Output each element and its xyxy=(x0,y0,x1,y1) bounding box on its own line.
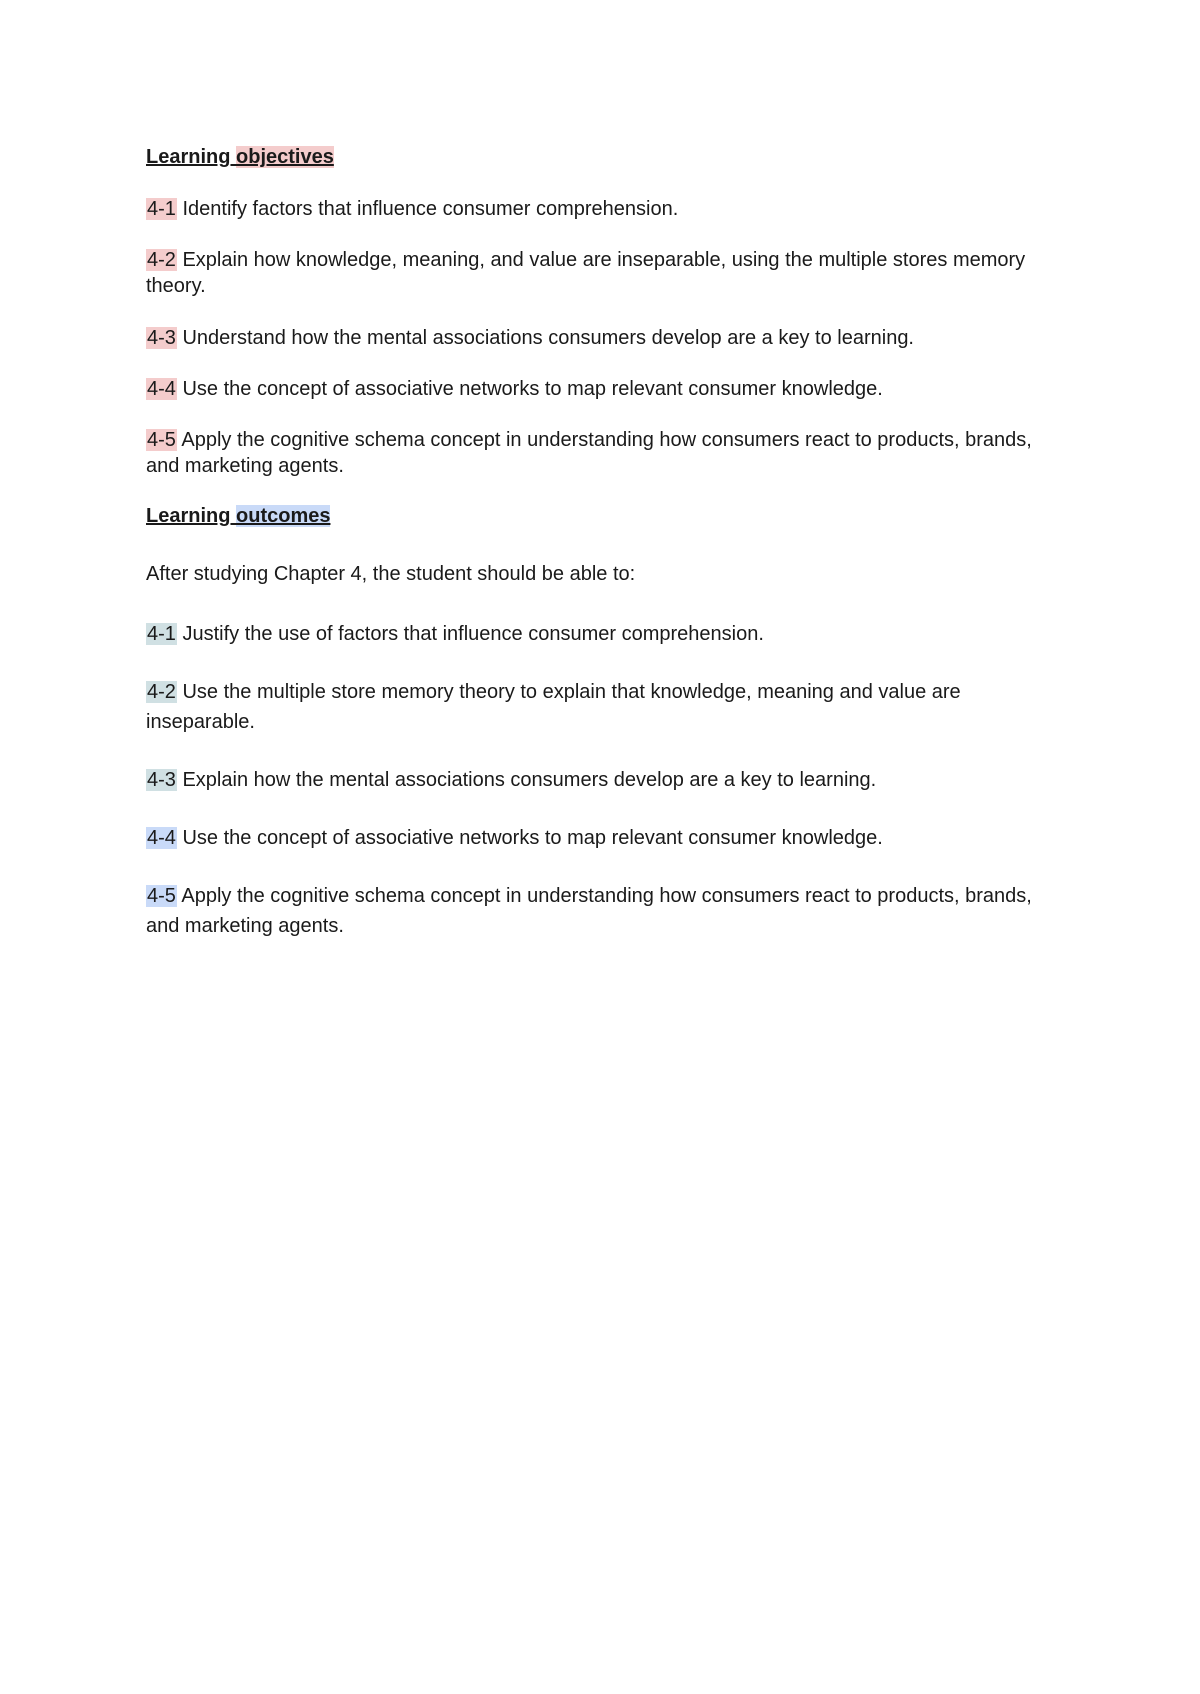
outcomes-heading-word1: Learning xyxy=(146,505,231,527)
objective-text: Identify factors that influence consumer comprehension. xyxy=(182,198,679,220)
outcome-item-3 xyxy=(146,765,1066,795)
objective-item-4 xyxy=(146,376,1066,402)
objectives-heading xyxy=(146,146,334,169)
objective-item-2 xyxy=(146,247,1066,299)
outcome-code: 4-3 xyxy=(147,769,176,791)
outcome-item-2 xyxy=(146,677,1066,737)
outcomes-heading xyxy=(146,505,330,528)
objective-code: 4-1 xyxy=(147,198,176,220)
outcome-code: 4-5 xyxy=(147,885,176,907)
outcome-text: Use the concept of associative networks to map relevant consumer knowledge. xyxy=(182,827,883,849)
objective-code: 4-4 xyxy=(147,378,176,400)
objective-code: 4-3 xyxy=(147,327,176,349)
objective-item-3 xyxy=(146,325,1066,351)
objective-text: Explain how knowledge, meaning, and value are inseparable, using the multiple stores memory theory. xyxy=(146,249,1026,297)
outcome-text: Apply the cognitive schema concept in understanding how consumers react to products, brands, and marketing agents. xyxy=(146,885,1032,937)
objective-item-1 xyxy=(146,196,1066,222)
objective-text: Understand how the mental associations consumers develop are a key to learning. xyxy=(182,327,914,349)
outcome-code: 4-2 xyxy=(147,681,176,703)
objective-text: Use the concept of associative networks to map relevant consumer knowledge. xyxy=(182,378,883,400)
objective-code: 4-5 xyxy=(147,429,176,451)
objective-item-5 xyxy=(146,427,1066,479)
outcomes-intro: After studying Chapter 4, the student should be able to: xyxy=(146,563,636,585)
objective-text: Apply the cognitive schema concept in understanding how consumers react to products, brands, and marketing agents. xyxy=(146,429,1032,477)
objective-code: 4-2 xyxy=(147,249,176,271)
outcome-text: Use the multiple store memory theory to explain that knowledge, meaning and value are inseparable. xyxy=(146,681,961,733)
outcomes-heading-word2: outcomes xyxy=(236,505,331,527)
outcome-code: 4-4 xyxy=(147,827,176,849)
outcome-item-5 xyxy=(146,881,1066,941)
outcome-text: Explain how the mental associations consumers develop are a key to learning. xyxy=(182,769,877,791)
outcome-item-1 xyxy=(146,619,1066,649)
outcome-text: Justify the use of factors that influence consumer comprehension. xyxy=(182,623,764,645)
outcome-item-4 xyxy=(146,823,1066,853)
objectives-heading-word2: objectives xyxy=(236,146,334,168)
objectives-heading-word1: Learning xyxy=(146,146,231,168)
outcome-code: 4-1 xyxy=(147,623,176,645)
